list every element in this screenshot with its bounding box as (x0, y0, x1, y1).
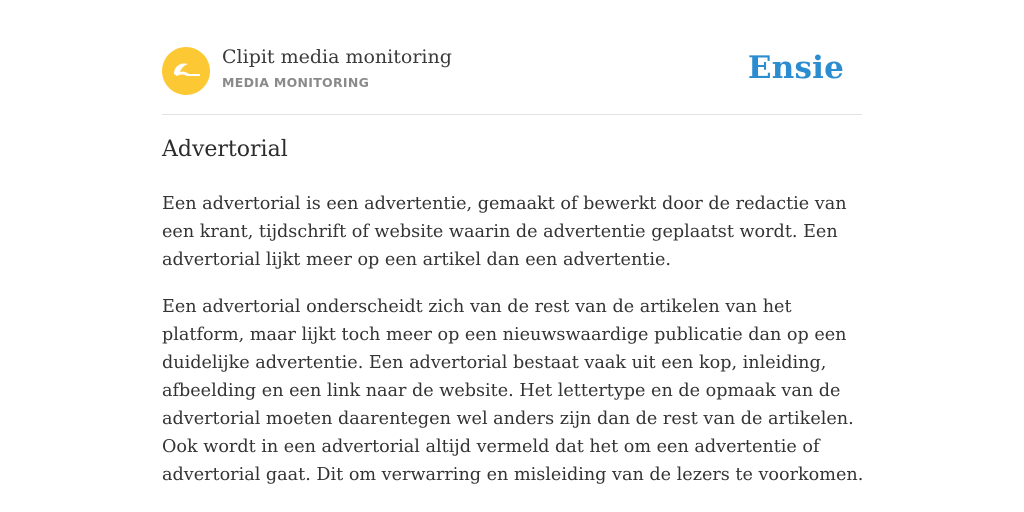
article-paragraph: Een advertorial is een advertentie, gemaakt of bewerkt door de redactie van een krant, tijdschrift of website waarin de advertentie geplaatst wordt. Een advertorial lijkt meer op een artikel dan een advertentie. (162, 194, 847, 270)
source-header (162, 44, 862, 115)
article-paragraph: Een advertorial onderscheidt zich van de rest van de artikelen van het platform, maar lijkt toch meer op een nieuwswaardige publicatie dan op een duidelijke advertentie. Een advertorial bestaat vaak uit een kop, inleiding, afbeelding en een link naar de website. Het lettertype en de opmaak van de advertorial moeten daarentegen wel anders zijn dan de rest van de artikelen. Ook wordt in een advertorial altijd vermeld dat het om een advertentie of advertorial gaat. Dit om verwarring en misleiding van de lezers te voorkomen. (162, 297, 864, 485)
article-body (162, 190, 864, 508)
article-title: Advertorial (162, 137, 288, 162)
speech-bubble-icon (162, 47, 210, 95)
source-title[interactable]: Clipit media monitoring (222, 46, 452, 68)
brand-logo[interactable]: Ensie (747, 50, 844, 86)
source-subtitle: MEDIA MONITORING (222, 75, 370, 90)
source-logo[interactable] (162, 47, 210, 95)
